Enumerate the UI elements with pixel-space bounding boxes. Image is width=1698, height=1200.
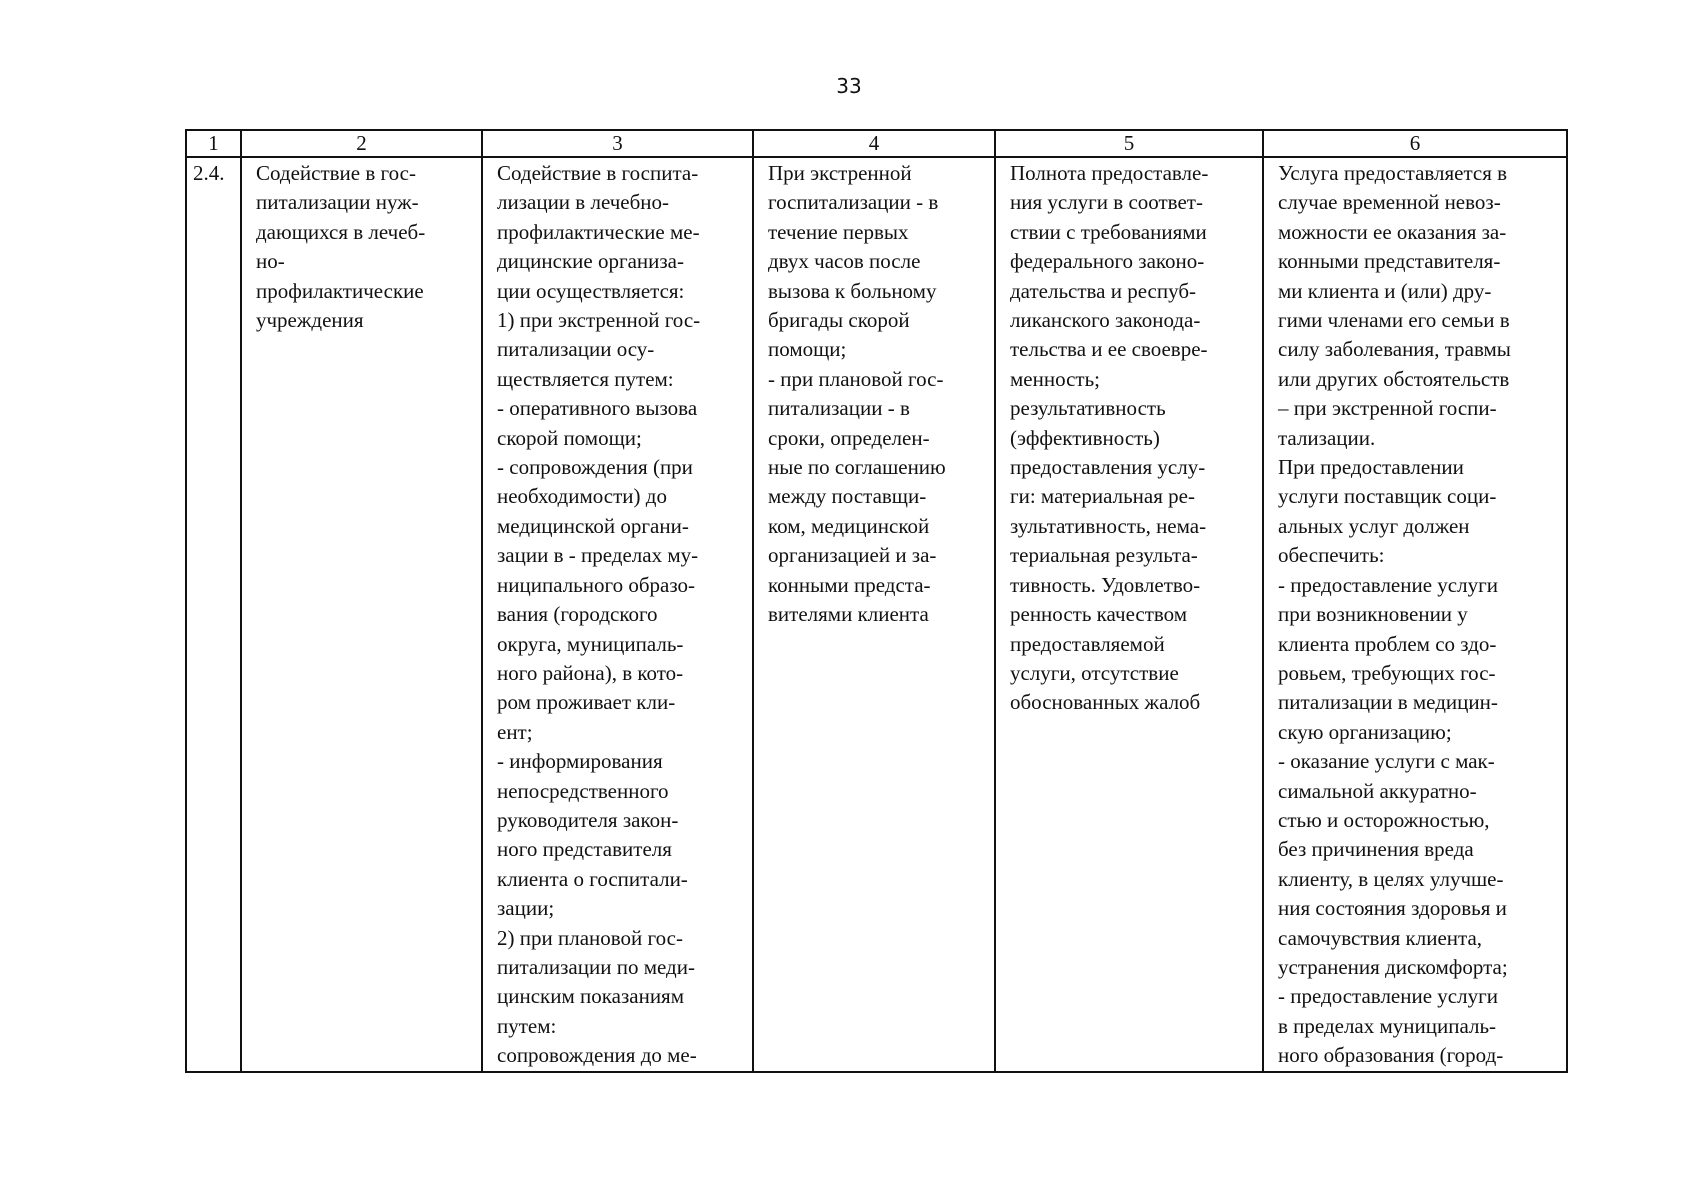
service-name: Содействие в гос- питализации нуж- дающихся в лечеб- но- профилактические учреждения bbox=[256, 161, 426, 333]
services-table bbox=[185, 129, 1568, 1073]
header-row bbox=[186, 130, 1567, 157]
service-conditions: Услуга предоставляется в случае временной невоз- можности ее оказания за- конными представителя- ми клиента и (или) дру- гими членами его семьи в силу заболевания, травмы или других обстоятельств – при экстренной госпи- тализации. При предоставлении услуги поставщик соци- альных услуг должен обеспечить: - предоставление услуги при возникновении у клиента проблем со здо- ровьем, требующих гос- питализации в медицин- скую организацию; - оказание услуги с мак- симальной аккуратно- стью и осторожностью, без причинения вреда клиенту, в целях улучше- ния состояния здоровья и самочувствия клиента, устранения дискомфорта; - предоставление услуги в пределах муниципаль- ного образования (город- bbox=[1278, 161, 1511, 1068]
header-col-4: 4 bbox=[753, 130, 995, 157]
service-terms: При экстренной госпитализации - в течение первых двух часов после вызова к больному бригады скорой помощи; - при плановой гос- питализации - в сроки, определен- ные по соглашению между поставщи- ком, медицинской организацией и за- конными предста- вителями клиента bbox=[768, 161, 946, 627]
header-col-3: 3 bbox=[482, 130, 753, 157]
table-row bbox=[186, 157, 1567, 1072]
service-name-cell bbox=[241, 157, 482, 1072]
service-description-cell bbox=[482, 157, 753, 1072]
row-number-cell bbox=[186, 157, 241, 1072]
service-conditions-cell bbox=[1263, 157, 1567, 1072]
quality-indicators: Полнота предоставле- ния услуги в соответ- ствии с требованиями федерального законо- дательства и респуб- ликанского законода- тельства и ее своевре- менность; результативность (эффективность) предоставления услу- ги: материальная ре- зультативность, нема- териальная результа- тивность. Удовлетво- ренность качеством предоставляемой услуги, отсутствие обоснованных жалоб bbox=[1010, 161, 1209, 715]
page-number: 33 bbox=[836, 74, 862, 98]
service-description: Содействие в госпита- лизации в лечебно- профилактические ме- дицинские организа- ции осуществляется: 1) при экстренной гос- питализации осу- ществляется путем: - оперативного вызова скорой помощи; - сопровождения (при необходимости) до медицинской органи- зации в - пределах му- ниципального образо- вания (городского округа, муниципаль- ного района), в кото- ром проживает кли- ент; - информирования непосредственного руководителя закон- ного представителя клиента о госпитали- зации; 2) при плановой гос- питализации по меди- цинским показаниям путем: сопровождения до ме- bbox=[497, 161, 701, 1068]
header-col-6: 6 bbox=[1263, 130, 1567, 157]
header-col-2: 2 bbox=[241, 130, 482, 157]
quality-indicators-cell bbox=[995, 157, 1263, 1072]
row-number: 2.4. bbox=[193, 161, 225, 185]
service-terms-cell bbox=[753, 157, 995, 1072]
header-col-5: 5 bbox=[995, 130, 1263, 157]
header-col-1: 1 bbox=[186, 130, 241, 157]
